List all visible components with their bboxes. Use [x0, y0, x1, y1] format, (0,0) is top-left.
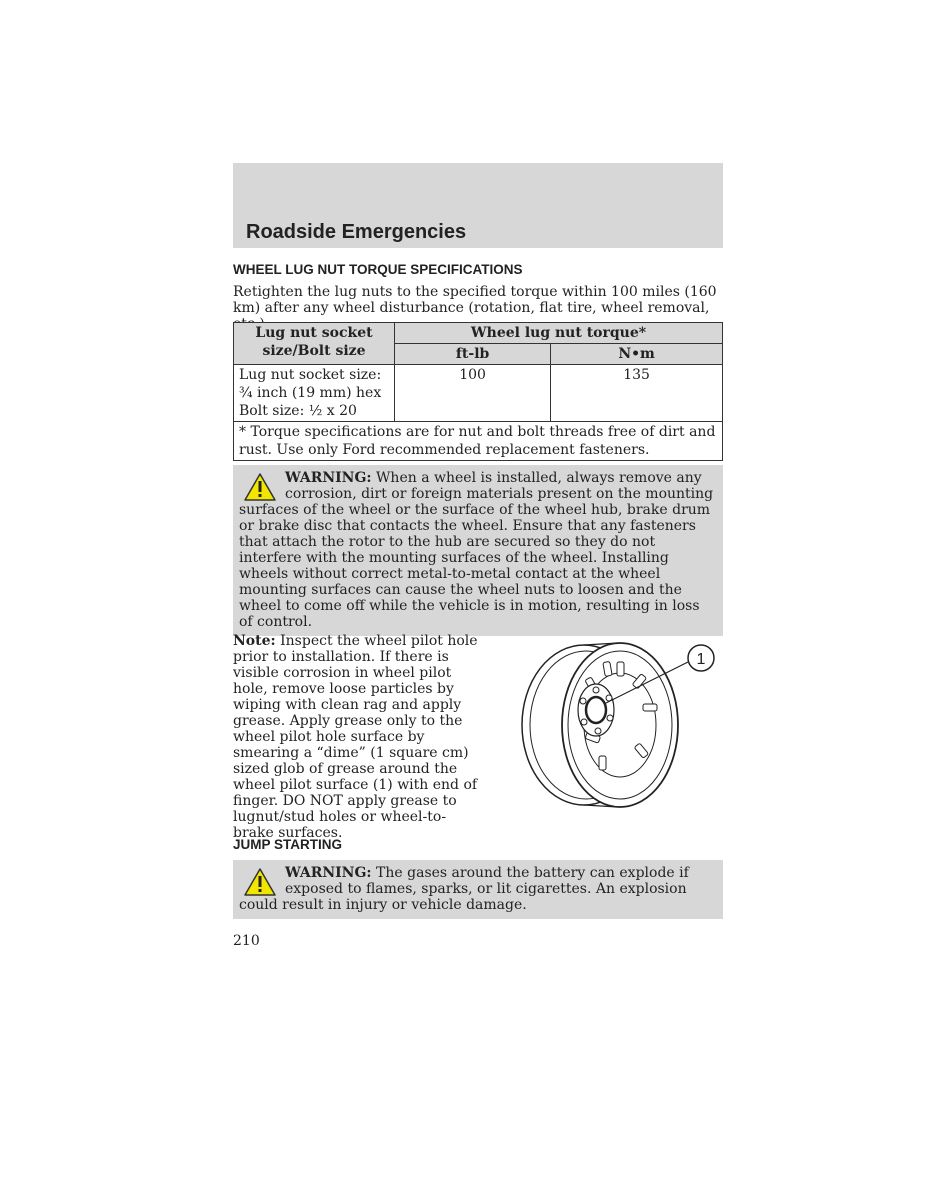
- note-label: Note:: [233, 633, 276, 649]
- note-text: Inspect the wheel pilot hole prior to installation. If there is visible corrosion in wheel pilot hole, remove loose particles by wiping with clean rag and apply grease. Apply grease only to the wheel pilot hole surface by smearing a “dime” (1 square cm) sized glob of grease around the wheel pilot surface (1) with end of finger. DO NOT apply grease to lugnut/stud holes or wheel-to-brake surfaces.: [233, 633, 478, 841]
- col-header-socket: Lug nut socket size/Bolt size: [234, 323, 395, 365]
- nm-value: 135: [551, 365, 723, 422]
- warning-triangle-icon: [243, 472, 277, 502]
- lug-nut-intro: Retighten the lug nuts to the specified torque within 100 miles (160 km) after any wheel disturbance (rotation, flat tire, wheel removal,: [233, 284, 717, 316]
- sub-header-ftlb: ft-lb: [395, 344, 551, 365]
- col-header-torque: Wheel lug nut torque*: [395, 323, 723, 344]
- warning-label: WARNING:: [285, 865, 372, 881]
- warning-text: The gases around the battery can explode if exposed to flames, sparks, or lit cigarettes. An explosion could result in injury or vehicle damage.: [239, 865, 689, 913]
- socket-size-cell: [234, 365, 395, 422]
- torque-table: [233, 322, 723, 461]
- jump-starting-heading: JUMP STARTING: [233, 837, 343, 852]
- table-row: [234, 365, 723, 422]
- warning-text: When a wheel is installed, always remove any corrosion, dirt or foreign materials present on the mounting surfaces of the wheel or the surface of the wheel hub, brake drum or brake disc that contacts the wheel. Ensure that any fasteners that attach the rotor to the hub are secured so they do not interfere with the mounting surfaces of the wheel. Installing wheels without correct metal-to-metal contact at the wheel mounting surfaces can cause the wheel nuts to loosen and the wheel to come off while the vehicle is in motion, resulting in loss of control.: [239, 470, 714, 630]
- wheel-callout-number: 1: [696, 651, 706, 668]
- warning-label: WARNING:: [285, 470, 372, 486]
- socket-size-text: Lug nut socket size: ¾ inch (19 mm) hex: [239, 367, 382, 401]
- warning-triangle-icon: [243, 867, 277, 897]
- ftlb-value: 100: [395, 365, 551, 422]
- warning-box-battery: [233, 860, 723, 919]
- lug-nut-heading: WHEEL LUG NUT TORQUE SPECIFICATIONS: [233, 262, 523, 277]
- page-title: Roadside Emergencies: [246, 221, 467, 243]
- warning-box-wheel: [233, 465, 723, 636]
- bolt-size-text: Bolt size: ½ x 20: [239, 403, 357, 419]
- note-paragraph: [233, 633, 481, 841]
- section-header-band: [233, 163, 723, 248]
- wheel-illustration: [518, 638, 718, 808]
- page-number: 210: [233, 933, 260, 949]
- sub-header-nm: N•m: [551, 344, 723, 365]
- torque-footnote: * Torque specifications are for nut and bolt threads free of dirt and rust. Use only Ford recommended replacement fasteners.: [234, 422, 723, 461]
